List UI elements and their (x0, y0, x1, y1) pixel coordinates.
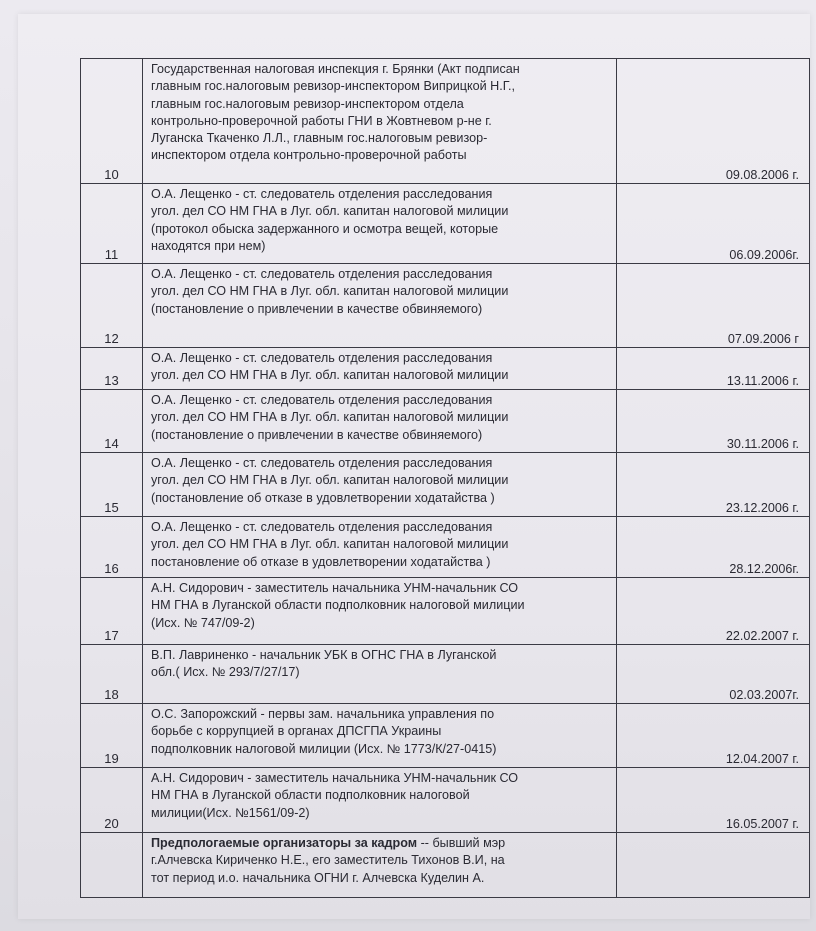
row-description: А.Н. Сидорович - заместитель начальника УНМ-начальник СО НМ ГНА в Луганской области подполковник налоговой милиции (Исх. № 747/09-2) (143, 578, 617, 644)
table-row (81, 768, 809, 833)
row-number: 11 (81, 184, 143, 263)
table-row-final (81, 833, 809, 897)
row-number: 15 (81, 453, 143, 516)
row-date: 16.05.2007 г. (725, 817, 799, 831)
row-number: 13 (81, 348, 143, 389)
row-number: 18 (81, 645, 143, 703)
row-date: 09.08.2006 г. (725, 168, 799, 182)
row-date: 23.12.2006 г. (725, 501, 799, 515)
organizers-heading: Предпологаемые организаторы за кадром (151, 836, 418, 850)
row-date: 12.04.2007 г. (725, 752, 799, 766)
row-number: 19 (81, 704, 143, 767)
organizers-text: -- бывший мэр г.Алчевска Кириченко Н.Е., его заместитель Тихонов В.И, на тот период и.о. начальника ОГНИ г. Алчевска Куделин А. (151, 836, 506, 885)
row-description: О.А. Лещенко - ст. следователь отделения расследования угол. дел СО НМ ГНА в Луг. обл. капитан налоговой милиции постановление об отказе в удовлетворении ходатайства ) (143, 517, 617, 577)
table-row (81, 264, 809, 348)
table-row (81, 453, 809, 517)
row-description: О.А. Лещенко - ст. следователь отделения расследования угол. дел СО НМ ГНА в Луг. обл. капитан налоговой милиции (постановление о привлечении в качестве обвиняемого) (143, 264, 617, 347)
row-number: 20 (81, 768, 143, 832)
table-row (81, 704, 809, 768)
row-date-empty (617, 833, 809, 897)
records-table (80, 58, 810, 898)
row-number: 16 (81, 517, 143, 577)
row-description: О.А. Лещенко - ст. следователь отделения расследования угол. дел СО НМ ГНА в Луг. обл. капитан налоговой милиции (постановление об отказе в удовлетворении ходатайства ) (143, 453, 617, 516)
row-description: О.А. Лещенко - ст. следователь отделения расследования угол. дел СО НМ ГНА в Луг. обл. капитан налоговой милиции (протокол обыска задержанного и осмотра вещей, которые находятся при нем) (143, 184, 617, 263)
row-date: 30.11.2006 г. (726, 437, 799, 451)
table-row (81, 578, 809, 645)
row-number: 17 (81, 578, 143, 644)
row-number: 10 (81, 59, 143, 183)
document-sheet (18, 14, 810, 919)
row-number-empty (81, 833, 143, 897)
row-description: О.А. Лещенко - ст. следователь отделения расследования угол. дел СО НМ ГНА в Луг. обл. капитан налоговой милиции (постановление о привлечении в качестве обвиняемого) (143, 390, 617, 452)
row-description: В.П. Лавриненко - начальник УБК в ОГНС ГНА в Луганской обл.( Исх. № 293/7/27/17) (143, 645, 617, 703)
table-row (81, 517, 809, 578)
row-description: О.С. Запорожский - первы зам. начальника управления по борьбе с коррупцией в органах ДПСГПА Украины подполковник налоговой милиции (Исх. № 1773/К/27-0415) (143, 704, 617, 767)
table-row (81, 59, 809, 184)
row-number: 14 (81, 390, 143, 452)
row-date: 13.11.2006 г. (726, 374, 799, 388)
row-number: 12 (81, 264, 143, 347)
table-row (81, 390, 809, 453)
row-description: Государственная налоговая инспекция г. Брянки (Акт подписан главным гос.налоговым ревизор-инспектором Виприцкой Н.Г., главным гос.налоговым ревизор-инспектором отдела контрольно-проверочной работы ГНИ в Жовтневом р-не г. Луганска Ткаченко Л.Л., главным гос.налоговым ревизор- инспектором отдела контрольно-проверочной работы (143, 59, 617, 183)
table-row (81, 184, 809, 264)
row-description: О.А. Лещенко - ст. следователь отделения расследования угол. дел СО НМ ГНА в Луг. обл. капитан налоговой милиции (143, 348, 617, 389)
row-date: 02.03.2007г. (729, 688, 799, 702)
row-description: А.Н. Сидорович - заместитель начальника УНМ-начальник СО НМ ГНА в Луганской области подполковник налоговой милиции(Исх. №1561/09-2) (143, 768, 617, 832)
row-date: 07.09.2006 г (727, 332, 799, 346)
row-date: 06.09.2006г. (729, 248, 799, 262)
row-date: 22.02.2007 г. (725, 629, 799, 643)
table-row (81, 645, 809, 704)
row-date: 28.12.2006г. (729, 562, 799, 576)
table-row (81, 348, 809, 390)
row-description (143, 833, 617, 897)
